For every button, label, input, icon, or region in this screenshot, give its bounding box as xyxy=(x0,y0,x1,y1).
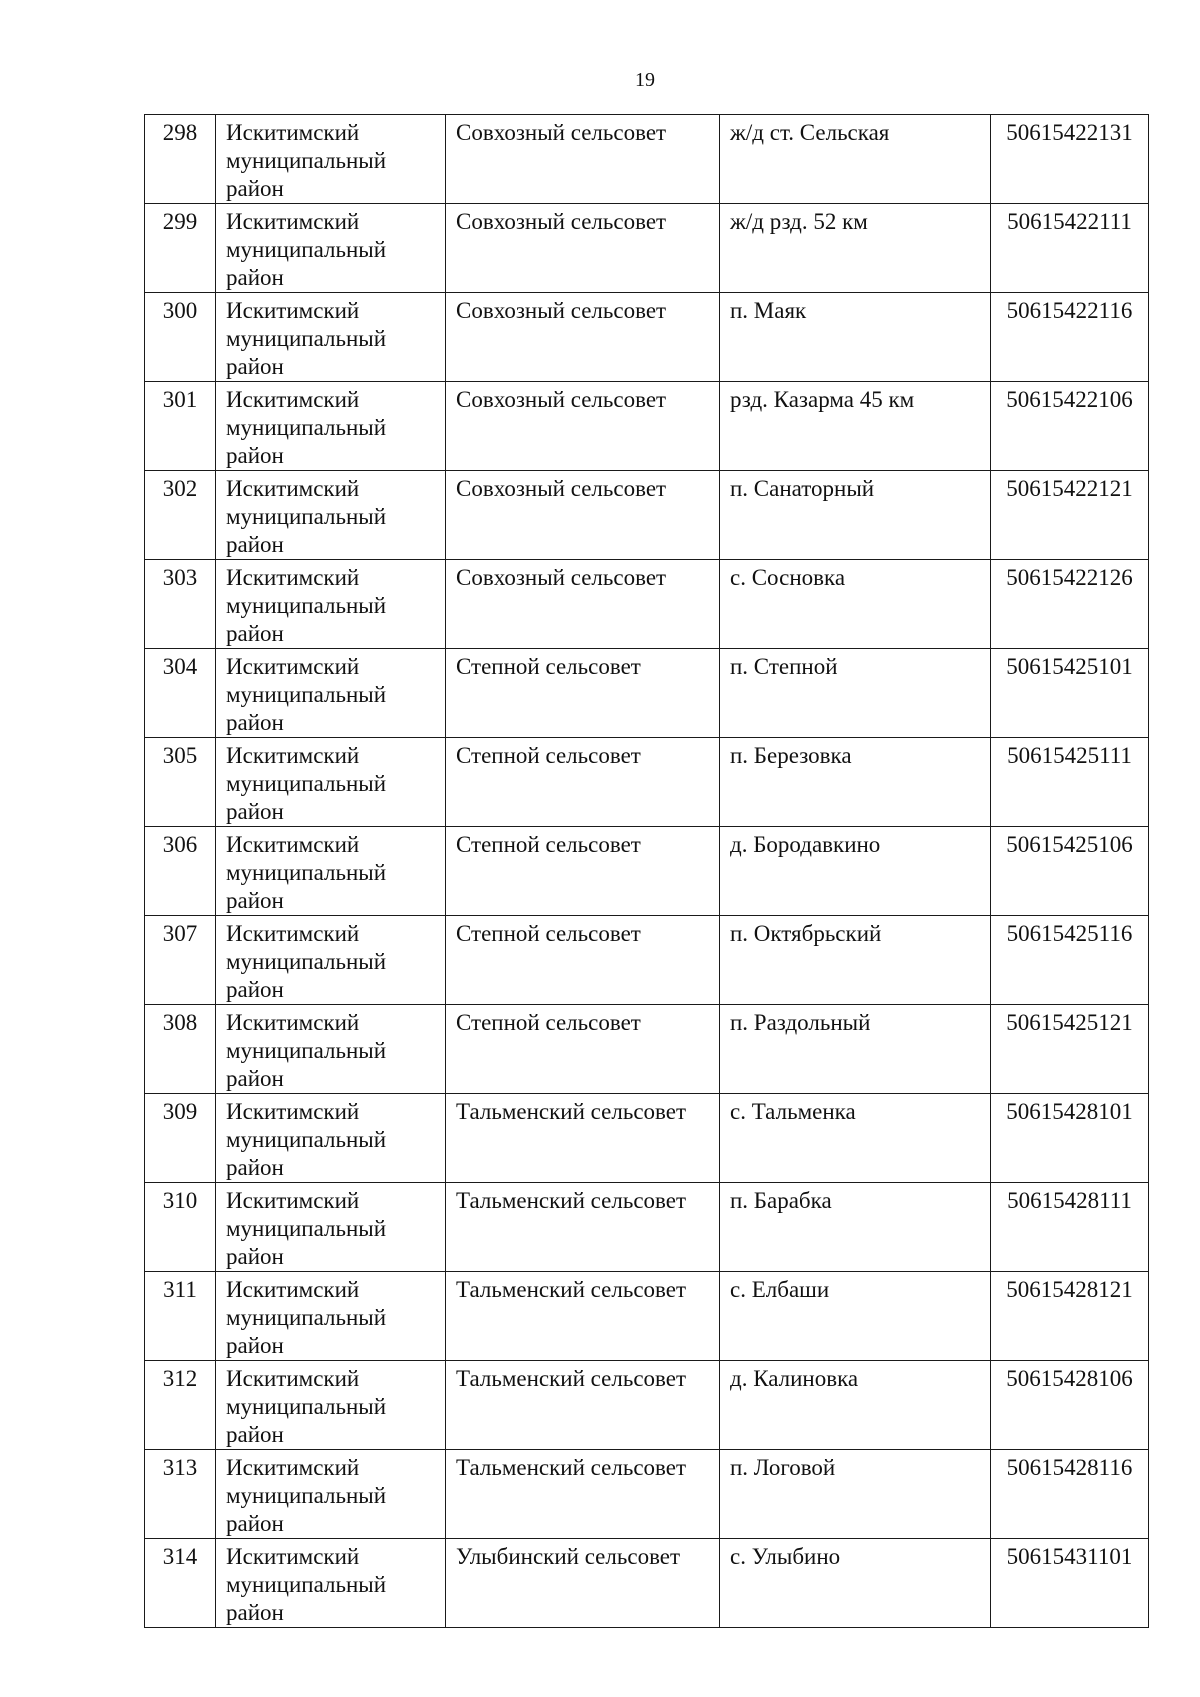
settlement-cell: п. Березовка xyxy=(720,738,991,827)
oktmo-code-cell: 50615428121 xyxy=(991,1272,1149,1361)
settlement-cell: п. Маяк xyxy=(720,293,991,382)
district-cell: Искитимский муниципальный район xyxy=(216,1005,446,1094)
row-number-cell: 308 xyxy=(145,1005,216,1094)
table-row xyxy=(145,1005,1149,1094)
settlement-cell: п. Логовой xyxy=(720,1450,991,1539)
council-cell: Тальменский сельсовет xyxy=(446,1272,720,1361)
settlement-cell: ж/д рзд. 52 км xyxy=(720,204,991,293)
council-cell: Совхозный сельсовет xyxy=(446,204,720,293)
row-number-cell: 314 xyxy=(145,1539,216,1628)
council-cell: Улыбинский сельсовет xyxy=(446,1539,720,1628)
district-cell: Искитимский муниципальный район xyxy=(216,115,446,204)
settlement-cell: с. Сосновка xyxy=(720,560,991,649)
council-cell: Тальменский сельсовет xyxy=(446,1450,720,1539)
settlement-cell: ж/д ст. Сельская xyxy=(720,115,991,204)
table-row xyxy=(145,1450,1149,1539)
district-cell: Искитимский муниципальный район xyxy=(216,204,446,293)
settlement-cell: п. Раздольный xyxy=(720,1005,991,1094)
settlement-cell: с. Тальменка xyxy=(720,1094,991,1183)
council-cell: Степной сельсовет xyxy=(446,827,720,916)
table-row xyxy=(145,1539,1149,1628)
table-row xyxy=(145,827,1149,916)
district-cell: Искитимский муниципальный район xyxy=(216,649,446,738)
council-cell: Совхозный сельсовет xyxy=(446,471,720,560)
oktmo-code-cell: 50615422116 xyxy=(991,293,1149,382)
oktmo-code-cell: 50615425121 xyxy=(991,1005,1149,1094)
table-row xyxy=(145,204,1149,293)
table-row xyxy=(145,1361,1149,1450)
council-cell: Степной сельсовет xyxy=(446,1005,720,1094)
council-cell: Тальменский сельсовет xyxy=(446,1361,720,1450)
district-cell: Искитимский муниципальный район xyxy=(216,1272,446,1361)
settlement-cell: п. Санаторный xyxy=(720,471,991,560)
row-number-cell: 309 xyxy=(145,1094,216,1183)
row-number-cell: 304 xyxy=(145,649,216,738)
oktmo-code-cell: 50615422131 xyxy=(991,115,1149,204)
settlement-cell: д. Бородавкино xyxy=(720,827,991,916)
row-number-cell: 313 xyxy=(145,1450,216,1539)
settlement-cell: с. Улыбино xyxy=(720,1539,991,1628)
row-number-cell: 302 xyxy=(145,471,216,560)
table-row xyxy=(145,916,1149,1005)
table-row xyxy=(145,382,1149,471)
table-row xyxy=(145,738,1149,827)
row-number-cell: 311 xyxy=(145,1272,216,1361)
row-number-cell: 300 xyxy=(145,293,216,382)
district-cell: Искитимский муниципальный район xyxy=(216,1450,446,1539)
council-cell: Тальменский сельсовет xyxy=(446,1183,720,1272)
settlement-cell: п. Степной xyxy=(720,649,991,738)
district-cell: Искитимский муниципальный район xyxy=(216,471,446,560)
oktmo-code-cell: 50615425116 xyxy=(991,916,1149,1005)
district-cell: Искитимский муниципальный район xyxy=(216,827,446,916)
oktmo-code-cell: 50615422121 xyxy=(991,471,1149,560)
row-number-cell: 310 xyxy=(145,1183,216,1272)
table-body xyxy=(145,115,1149,1628)
council-cell: Совхозный сельсовет xyxy=(446,293,720,382)
oktmo-code-cell: 50615422126 xyxy=(991,560,1149,649)
oktmo-code-cell: 50615422111 xyxy=(991,204,1149,293)
district-cell: Искитимский муниципальный район xyxy=(216,560,446,649)
council-cell: Совхозный сельсовет xyxy=(446,560,720,649)
table-row xyxy=(145,560,1149,649)
council-cell: Степной сельсовет xyxy=(446,649,720,738)
settlement-cell: п. Барабка xyxy=(720,1183,991,1272)
oktmo-code-cell: 50615428101 xyxy=(991,1094,1149,1183)
district-cell: Искитимский муниципальный район xyxy=(216,738,446,827)
council-cell: Степной сельсовет xyxy=(446,916,720,1005)
district-cell: Искитимский муниципальный район xyxy=(216,382,446,471)
settlement-cell: д. Калиновка xyxy=(720,1361,991,1450)
council-cell: Совхозный сельсовет xyxy=(446,115,720,204)
settlement-cell: п. Октябрьский xyxy=(720,916,991,1005)
district-cell: Искитимский муниципальный район xyxy=(216,1539,446,1628)
row-number-cell: 312 xyxy=(145,1361,216,1450)
table-row xyxy=(145,1272,1149,1361)
council-cell: Степной сельсовет xyxy=(446,738,720,827)
table-row xyxy=(145,115,1149,204)
settlements-table xyxy=(144,114,1149,1628)
district-cell: Искитимский муниципальный район xyxy=(216,293,446,382)
council-cell: Совхозный сельсовет xyxy=(446,382,720,471)
oktmo-code-cell: 50615428116 xyxy=(991,1450,1149,1539)
settlement-cell: с. Елбаши xyxy=(720,1272,991,1361)
district-cell: Искитимский муниципальный район xyxy=(216,1183,446,1272)
row-number-cell: 307 xyxy=(145,916,216,1005)
oktmo-code-cell: 50615422106 xyxy=(991,382,1149,471)
row-number-cell: 298 xyxy=(145,115,216,204)
table-row xyxy=(145,1094,1149,1183)
table-row xyxy=(145,471,1149,560)
district-cell: Искитимский муниципальный район xyxy=(216,1094,446,1183)
table-row xyxy=(145,649,1149,738)
row-number-cell: 303 xyxy=(145,560,216,649)
row-number-cell: 305 xyxy=(145,738,216,827)
page-number: 19 xyxy=(635,69,655,91)
oktmo-code-cell: 50615428106 xyxy=(991,1361,1149,1450)
district-cell: Искитимский муниципальный район xyxy=(216,916,446,1005)
row-number-cell: 301 xyxy=(145,382,216,471)
oktmo-code-cell: 50615425106 xyxy=(991,827,1149,916)
oktmo-code-cell: 50615425101 xyxy=(991,649,1149,738)
oktmo-code-cell: 50615431101 xyxy=(991,1539,1149,1628)
row-number-cell: 299 xyxy=(145,204,216,293)
row-number-cell: 306 xyxy=(145,827,216,916)
council-cell: Тальменский сельсовет xyxy=(446,1094,720,1183)
oktmo-code-cell: 50615428111 xyxy=(991,1183,1149,1272)
oktmo-code-cell: 50615425111 xyxy=(991,738,1149,827)
table-row xyxy=(145,293,1149,382)
district-cell: Искитимский муниципальный район xyxy=(216,1361,446,1450)
settlement-cell: рзд. Казарма 45 км xyxy=(720,382,991,471)
table-row xyxy=(145,1183,1149,1272)
